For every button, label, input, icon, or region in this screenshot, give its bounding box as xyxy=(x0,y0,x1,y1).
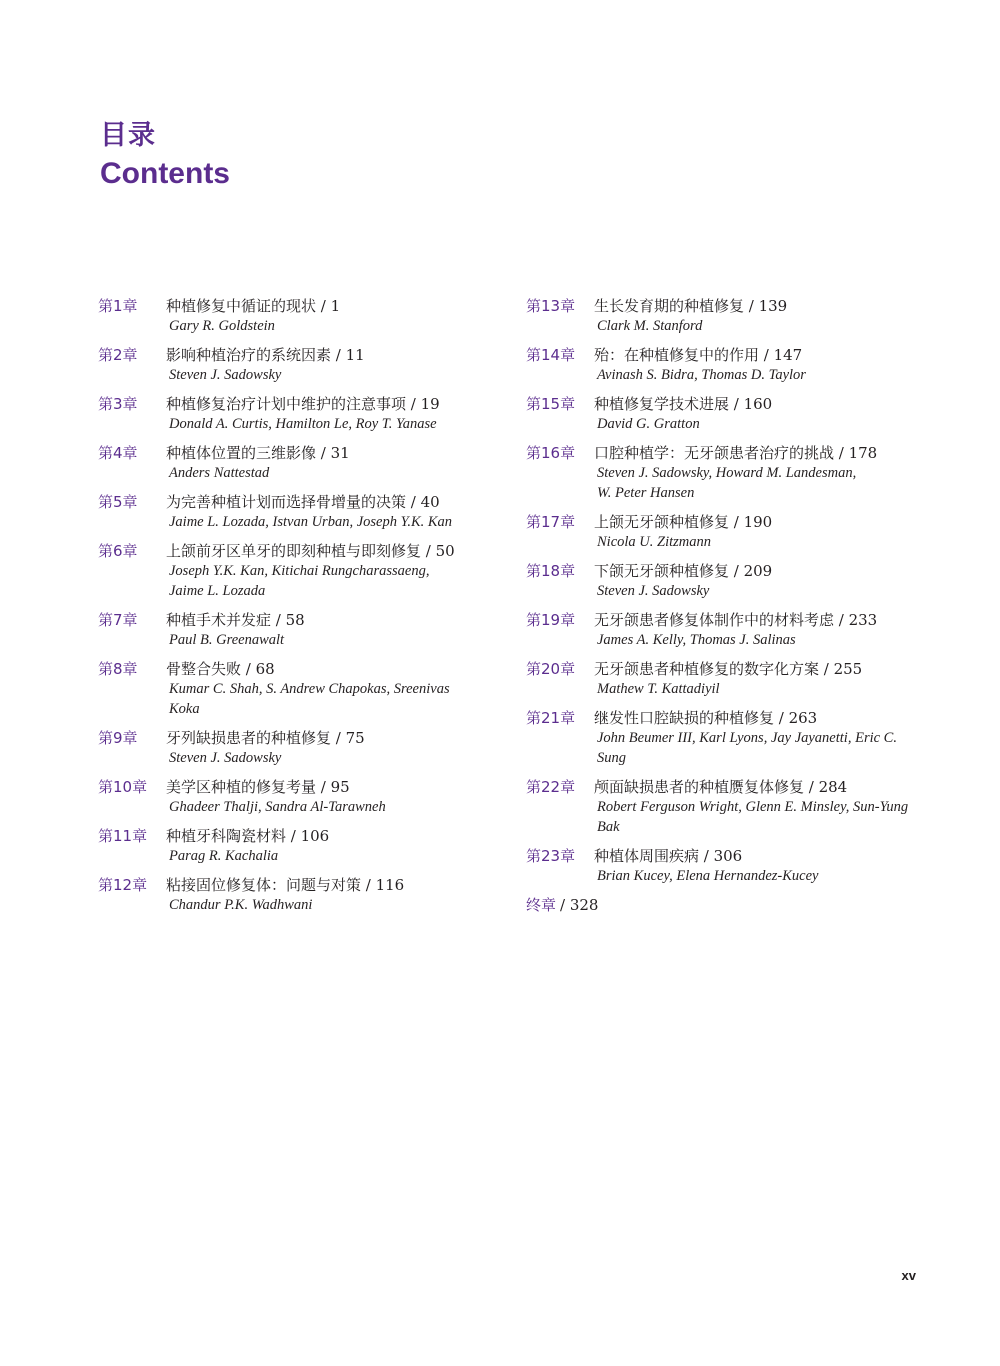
chapter-number: 第10章 xyxy=(98,778,148,796)
entry-body xyxy=(166,443,484,483)
chapter-title: 影响种植治疗的系统因素 / 11 xyxy=(166,346,365,364)
chapter-title: 上颌前牙区单牙的即刻种植与即刻修复 / 50 xyxy=(166,542,455,560)
chapter-authors: Avinash S. Bidra, Thomas D. Taylor xyxy=(597,367,806,383)
chapter-authors: Steven J. Sadowsky xyxy=(597,583,710,599)
toc-entry[interactable] xyxy=(98,296,498,336)
entry-body xyxy=(166,345,484,385)
entry-body xyxy=(166,826,484,866)
chapter-number: 第14章 xyxy=(526,346,576,364)
chapter-number: 第21章 xyxy=(526,709,576,727)
chapter-number: 第1章 xyxy=(98,297,138,315)
toc-entry[interactable] xyxy=(98,610,498,650)
toc-entry[interactable] xyxy=(98,541,498,601)
chapter-authors: Chandur P.K. Wadhwani xyxy=(169,897,313,913)
entry-body xyxy=(594,561,924,601)
toc-entry[interactable] xyxy=(98,826,498,866)
chapter-authors: Parag R. Kachalia xyxy=(169,848,279,864)
chapter-authors: James A. Kelly, Thomas J. Salinas xyxy=(597,632,796,648)
toc-entry[interactable] xyxy=(526,610,946,650)
entry-body xyxy=(166,610,484,650)
chapter-title: 种植手术并发症 / 58 xyxy=(166,611,305,629)
entry-body xyxy=(166,728,484,768)
chapter-title: 种植修复中循证的现状 / 1 xyxy=(166,297,341,315)
final-chapter-page: / 328 xyxy=(560,896,599,914)
chapter-number: 第16章 xyxy=(526,444,576,462)
chapter-authors: Steven J. Sadowsky xyxy=(169,750,282,766)
chapter-authors: Brian Kucey, Elena Hernandez-Kucey xyxy=(597,868,819,884)
chapter-number: 第12章 xyxy=(98,876,148,894)
chapter-number: 第13章 xyxy=(526,297,576,315)
entry-body xyxy=(166,541,484,601)
chapter-authors: Steven J. Sadowsky xyxy=(169,367,282,383)
chapter-authors: Jaime L. Lozada xyxy=(169,583,266,599)
chapter-title: 牙列缺损患者的种植修复 / 75 xyxy=(166,729,365,747)
toc-right-column xyxy=(526,296,946,915)
chapter-number: 第11章 xyxy=(98,827,148,845)
chapter-authors: Koka xyxy=(169,701,200,717)
chapter-title: 颅面缺损患者的种植赝复体修复 / 284 xyxy=(594,778,848,796)
toc-entry[interactable] xyxy=(526,777,946,837)
chapter-number: 第23章 xyxy=(526,847,576,865)
toc-entry[interactable] xyxy=(526,394,946,434)
entry-body xyxy=(166,394,484,434)
chapter-authors: Kumar C. Shah, S. Andrew Chapokas, Sreenivas xyxy=(169,681,450,697)
chapter-title: 口腔种植学：无牙颌患者治疗的挑战 / 178 xyxy=(594,444,878,462)
toc-entry[interactable] xyxy=(526,443,946,503)
chapter-authors: Joseph Y.K. Kan, Kitichai Rungcharassaeng, xyxy=(169,563,430,579)
chapter-number: 第8章 xyxy=(98,660,138,678)
chapter-authors: Jaime L. Lozada, Istvan Urban, Joseph Y.K. Kan xyxy=(169,514,453,530)
chapter-authors: Ghadeer Thalji, Sandra Al-Tarawneh xyxy=(169,799,386,815)
chapter-title: 种植修复治疗计划中维护的注意事项 / 19 xyxy=(166,395,440,413)
chapter-title: 生长发育期的种植修复 / 139 xyxy=(594,297,788,315)
chapter-title: 无牙颌患者种植修复的数字化方案 / 255 xyxy=(594,660,863,678)
entry-body xyxy=(594,777,924,837)
chapter-authors: Donald A. Curtis, Hamilton Le, Roy T. Yanase xyxy=(169,416,437,432)
entry-body xyxy=(594,846,924,886)
entry-body xyxy=(166,875,484,915)
toc-entry[interactable] xyxy=(98,443,498,483)
toc-entry[interactable] xyxy=(526,512,946,552)
chapter-authors: David G. Gratton xyxy=(597,416,700,432)
chapter-title: 种植修复学技术进展 / 160 xyxy=(594,395,773,413)
chapter-authors: Anders Nattestad xyxy=(169,465,270,481)
entry-body xyxy=(594,394,924,434)
toc-entry[interactable] xyxy=(98,659,498,719)
chapter-title: 为完善种植计划而选择骨增量的决策 / 40 xyxy=(166,493,440,511)
entry-body xyxy=(166,659,484,719)
entry-body xyxy=(594,708,924,768)
chapter-authors: Clark M. Stanford xyxy=(597,318,703,334)
entry-body xyxy=(594,443,924,503)
chapter-number: 第22章 xyxy=(526,778,576,796)
toc-entry[interactable] xyxy=(98,728,498,768)
entry-body xyxy=(594,296,924,336)
final-chapter-label: 终章 xyxy=(526,896,557,914)
entry-body xyxy=(594,345,924,385)
chapter-title: 美学区种植的修复考量 / 95 xyxy=(166,778,350,796)
chapter-authors: Robert Ferguson Wright, Glenn E. Minsley, Sun-Yung xyxy=(597,799,909,815)
chapter-authors: Gary R. Goldstein xyxy=(169,318,275,334)
heading-chinese: 目录 xyxy=(100,120,156,151)
chapter-number: 第18章 xyxy=(526,562,576,580)
toc-entry[interactable] xyxy=(526,345,946,385)
toc-entry[interactable] xyxy=(526,296,946,336)
page-number: xv xyxy=(901,1268,916,1283)
toc-entry[interactable] xyxy=(98,345,498,385)
chapter-title: 种植体位置的三维影像 / 31 xyxy=(166,444,350,462)
chapter-number: 第5章 xyxy=(98,493,138,511)
heading-english: Contents xyxy=(100,157,230,190)
toc-entry[interactable] xyxy=(526,659,946,699)
chapter-authors: Paul B. Greenawalt xyxy=(169,632,285,648)
contents-heading xyxy=(100,116,230,192)
toc-left-column xyxy=(98,296,498,924)
chapter-title: 粘接固位修复体：问题与对策 / 116 xyxy=(166,876,405,894)
chapter-number: 第17章 xyxy=(526,513,576,531)
chapter-authors: Nicola U. Zitzmann xyxy=(597,534,711,550)
entry-body xyxy=(166,492,484,532)
chapter-title: 种植牙科陶瓷材料 / 106 xyxy=(166,827,330,845)
chapter-title: 下颌无牙颌种植修复 / 209 xyxy=(594,562,773,580)
chapter-authors: Mathew T. Kattadiyil xyxy=(597,681,720,697)
entry-body xyxy=(594,610,924,650)
chapter-title: 无牙颌患者修复体制作中的材料考虑 / 233 xyxy=(594,611,878,629)
chapter-title: 上颌无牙颌种植修复 / 190 xyxy=(594,513,773,531)
chapter-authors: Steven J. Sadowsky, Howard M. Landesman, xyxy=(597,465,857,481)
chapter-title: 骨整合失败 / 68 xyxy=(166,660,275,678)
entry-body xyxy=(594,512,924,552)
entry-body xyxy=(166,777,484,817)
toc-entry-final[interactable] xyxy=(526,895,946,915)
entry-body xyxy=(166,296,484,336)
chapter-number: 第3章 xyxy=(98,395,138,413)
entry-body xyxy=(594,659,924,699)
chapter-number: 第4章 xyxy=(98,444,138,462)
toc-entry[interactable] xyxy=(98,875,498,915)
toc-entry[interactable] xyxy=(98,492,498,532)
chapter-number: 第15章 xyxy=(526,395,576,413)
chapter-number: 第9章 xyxy=(98,729,138,747)
chapter-number: 第6章 xyxy=(98,542,138,560)
toc-entry[interactable] xyxy=(526,708,946,768)
toc-entry[interactable] xyxy=(526,561,946,601)
chapter-authors: Bak xyxy=(597,819,620,835)
toc-entry[interactable] xyxy=(526,846,946,886)
chapter-authors: Sung xyxy=(597,750,626,766)
chapter-title: 种植体周围疾病 / 306 xyxy=(594,847,743,865)
chapter-number: 第19章 xyxy=(526,611,576,629)
chapter-number: 第2章 xyxy=(98,346,138,364)
chapter-number: 第7章 xyxy=(98,611,138,629)
toc-entry[interactable] xyxy=(98,394,498,434)
chapter-title: 殆：在种植修复中的作用 / 147 xyxy=(594,346,803,364)
toc-entry[interactable] xyxy=(98,777,498,817)
chapter-authors: John Beumer III, Karl Lyons, Jay Jayanetti, Eric C. xyxy=(597,730,897,746)
chapter-number: 第20章 xyxy=(526,660,576,678)
chapter-authors: W. Peter Hansen xyxy=(597,485,695,501)
chapter-title: 继发性口腔缺损的种植修复 / 263 xyxy=(594,709,818,727)
